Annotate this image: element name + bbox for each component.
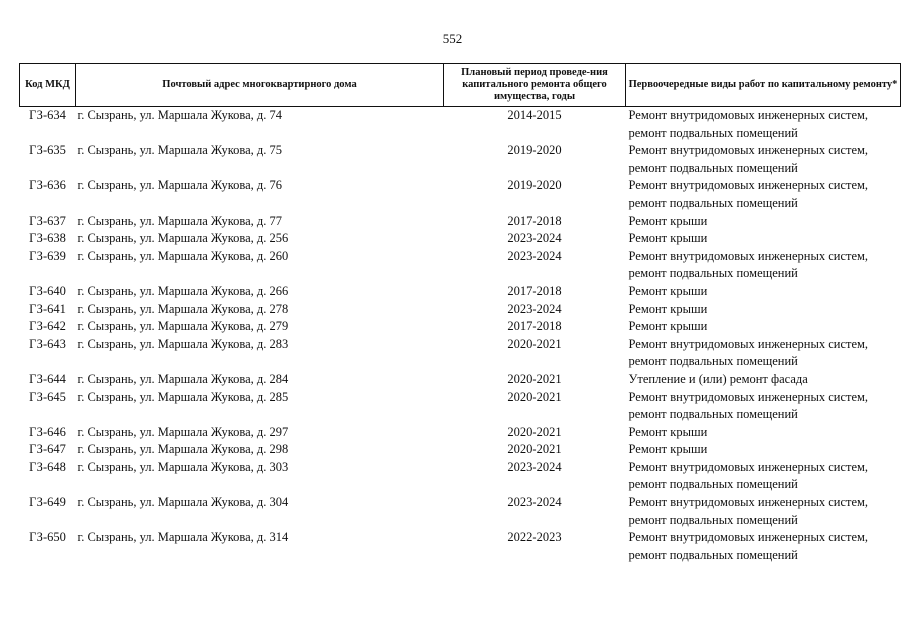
row-code: ГЗ-636 — [29, 178, 66, 193]
row-address: г. Сызрань, ул. Маршала Жукова, д. 314 — [77, 530, 289, 545]
work-line: Ремонт внутридомовых инженерных систем, — [628, 389, 869, 404]
row-code: ГЗ-638 — [29, 231, 66, 246]
row-works — [626, 107, 901, 143]
row-works — [626, 318, 901, 336]
table-row — [20, 441, 901, 459]
row-works — [626, 371, 901, 389]
row-works — [626, 230, 901, 248]
work-line: Ремонт внутридомовых инженерных систем, — [628, 143, 869, 158]
work-line: Ремонт внутридомовых инженерных систем, — [628, 459, 869, 474]
row-code: ГЗ-644 — [29, 371, 66, 386]
row-period: 2014-2015 — [507, 108, 562, 122]
row-address: г. Сызрань, ул. Маршала Жукова, д. 278 — [77, 301, 289, 316]
row-works — [626, 142, 901, 177]
work-line: ремонт подвальных помещений — [628, 547, 798, 562]
row-works — [626, 283, 901, 301]
capital-repair-table — [19, 63, 901, 564]
row-address: г. Сызрань, ул. Маршала Жукова, д. 74 — [77, 108, 283, 122]
work-line: Ремонт крыши — [628, 442, 708, 457]
table-body — [20, 107, 901, 565]
table-row — [20, 177, 901, 212]
row-period: 2017-2018 — [507, 319, 562, 334]
row-period: 2023-2024 — [507, 495, 562, 510]
row-code: ГЗ-641 — [29, 301, 66, 316]
row-works — [626, 529, 901, 564]
table-row — [20, 107, 901, 143]
table-row — [20, 283, 901, 301]
table-row — [20, 142, 901, 177]
row-period: 2023-2024 — [507, 231, 562, 246]
row-address: г. Сызрань, ул. Маршала Жукова, д. 285 — [77, 389, 289, 404]
row-address: г. Сызрань, ул. Маршала Жукова, д. 75 — [77, 143, 283, 158]
work-line: ремонт подвальных помещений — [628, 477, 798, 492]
row-address: г. Сызрань, ул. Маршала Жукова, д. 266 — [77, 283, 289, 298]
table-row — [20, 459, 901, 494]
work-line: ремонт подвальных помещений — [628, 407, 798, 422]
row-period: 2022-2023 — [507, 530, 562, 545]
work-line: Ремонт крыши — [628, 301, 708, 316]
row-code: ГЗ-634 — [29, 108, 66, 122]
row-address: г. Сызрань, ул. Маршала Жукова, д. 260 — [77, 248, 289, 263]
work-line: Ремонт внутридомовых инженерных систем, — [628, 178, 869, 193]
row-period: 2023-2024 — [507, 301, 562, 316]
work-line: Утепление и (или) ремонт фасада — [628, 371, 808, 386]
page-number: 552 — [442, 31, 463, 46]
table-row — [20, 389, 901, 424]
row-works — [626, 441, 901, 459]
row-works — [626, 336, 901, 371]
row-works — [626, 248, 901, 283]
row-period: 2019-2020 — [507, 178, 562, 193]
row-period: 2020-2021 — [507, 371, 562, 386]
row-code: ГЗ-647 — [29, 442, 66, 457]
row-code: ГЗ-645 — [29, 389, 66, 404]
row-code: ГЗ-639 — [29, 248, 66, 263]
row-address: г. Сызрань, ул. Маршала Жукова, д. 77 — [77, 213, 283, 228]
header-code: Код МКД — [20, 64, 76, 107]
work-line: Ремонт внутридомовых инженерных систем, — [628, 530, 869, 545]
work-line: Ремонт внутридомовых инженерных систем, — [628, 495, 869, 510]
row-code: ГЗ-642 — [29, 319, 66, 334]
work-line: Ремонт крыши — [628, 424, 708, 439]
work-line: ремонт подвальных помещений — [628, 195, 798, 210]
row-period: 2023-2024 — [507, 248, 562, 263]
row-address: г. Сызрань, ул. Маршала Жукова, д. 76 — [77, 178, 283, 193]
header-address: Почтовый адрес многоквартирного дома — [76, 64, 444, 107]
row-address: г. Сызрань, ул. Маршала Жукова, д. 284 — [77, 371, 289, 386]
table-header — [20, 64, 901, 107]
table-row — [20, 301, 901, 319]
table-row — [20, 248, 901, 283]
row-period: 2019-2020 — [507, 143, 562, 158]
row-address: г. Сызрань, ул. Маршала Жукова, д. 304 — [77, 495, 289, 510]
row-period: 2017-2018 — [507, 283, 562, 298]
row-code: ГЗ-637 — [29, 213, 66, 228]
work-line: Ремонт крыши — [628, 283, 708, 298]
work-line: ремонт подвальных помещений — [628, 160, 798, 175]
work-line: Ремонт крыши — [628, 319, 708, 334]
row-period: 2020-2021 — [507, 336, 562, 351]
row-period: 2017-2018 — [507, 213, 562, 228]
row-code: ГЗ-650 — [29, 530, 66, 545]
work-line: Ремонт внутридомовых инженерных систем, — [628, 248, 869, 263]
header-works: Первоочередные виды работ по капитальному ремонту* — [626, 64, 901, 107]
row-works — [626, 459, 901, 494]
row-address: г. Сызрань, ул. Маршала Жукова, д. 283 — [77, 336, 289, 351]
table-row — [20, 371, 901, 389]
row-period: 2023-2024 — [507, 459, 562, 474]
table-row — [20, 336, 901, 371]
row-code: ГЗ-648 — [29, 459, 66, 474]
row-works — [626, 213, 901, 231]
work-line: ремонт подвальных помещений — [628, 125, 798, 140]
work-line: ремонт подвальных помещений — [628, 266, 798, 281]
row-works — [626, 177, 901, 212]
row-address: г. Сызрань, ул. Маршала Жукова, д. 298 — [77, 442, 289, 457]
row-period: 2020-2021 — [507, 389, 562, 404]
table-row — [20, 213, 901, 231]
table-row — [20, 230, 901, 248]
work-line: Ремонт внутридомовых инженерных систем, — [628, 108, 869, 122]
row-code: ГЗ-649 — [29, 495, 66, 510]
row-works — [626, 494, 901, 529]
row-code: ГЗ-635 — [29, 143, 66, 158]
table-row — [20, 424, 901, 442]
row-period: 2020-2021 — [507, 424, 562, 439]
work-line: Ремонт внутридомовых инженерных систем, — [628, 336, 869, 351]
header-period: Плановый период проведе-ния капитального ремонта общего имущества, годы — [444, 64, 626, 107]
row-code: ГЗ-640 — [29, 283, 66, 298]
table-row — [20, 529, 901, 564]
row-code: ГЗ-646 — [29, 424, 66, 439]
work-line: Ремонт крыши — [628, 231, 708, 246]
row-address: г. Сызрань, ул. Маршала Жукова, д. 279 — [77, 319, 289, 334]
row-works — [626, 389, 901, 424]
row-address: г. Сызрань, ул. Маршала Жукова, д. 303 — [77, 459, 289, 474]
work-line: ремонт подвальных помещений — [628, 512, 798, 527]
table-row — [20, 318, 901, 336]
row-works — [626, 424, 901, 442]
table-row — [20, 494, 901, 529]
row-period: 2020-2021 — [507, 442, 562, 457]
work-line: ремонт подвальных помещений — [628, 354, 798, 369]
work-line: Ремонт крыши — [628, 213, 708, 228]
row-address: г. Сызрань, ул. Маршала Жукова, д. 256 — [77, 231, 289, 246]
row-address: г. Сызрань, ул. Маршала Жукова, д. 297 — [77, 424, 289, 439]
row-code: ГЗ-643 — [29, 336, 66, 351]
row-works — [626, 301, 901, 319]
